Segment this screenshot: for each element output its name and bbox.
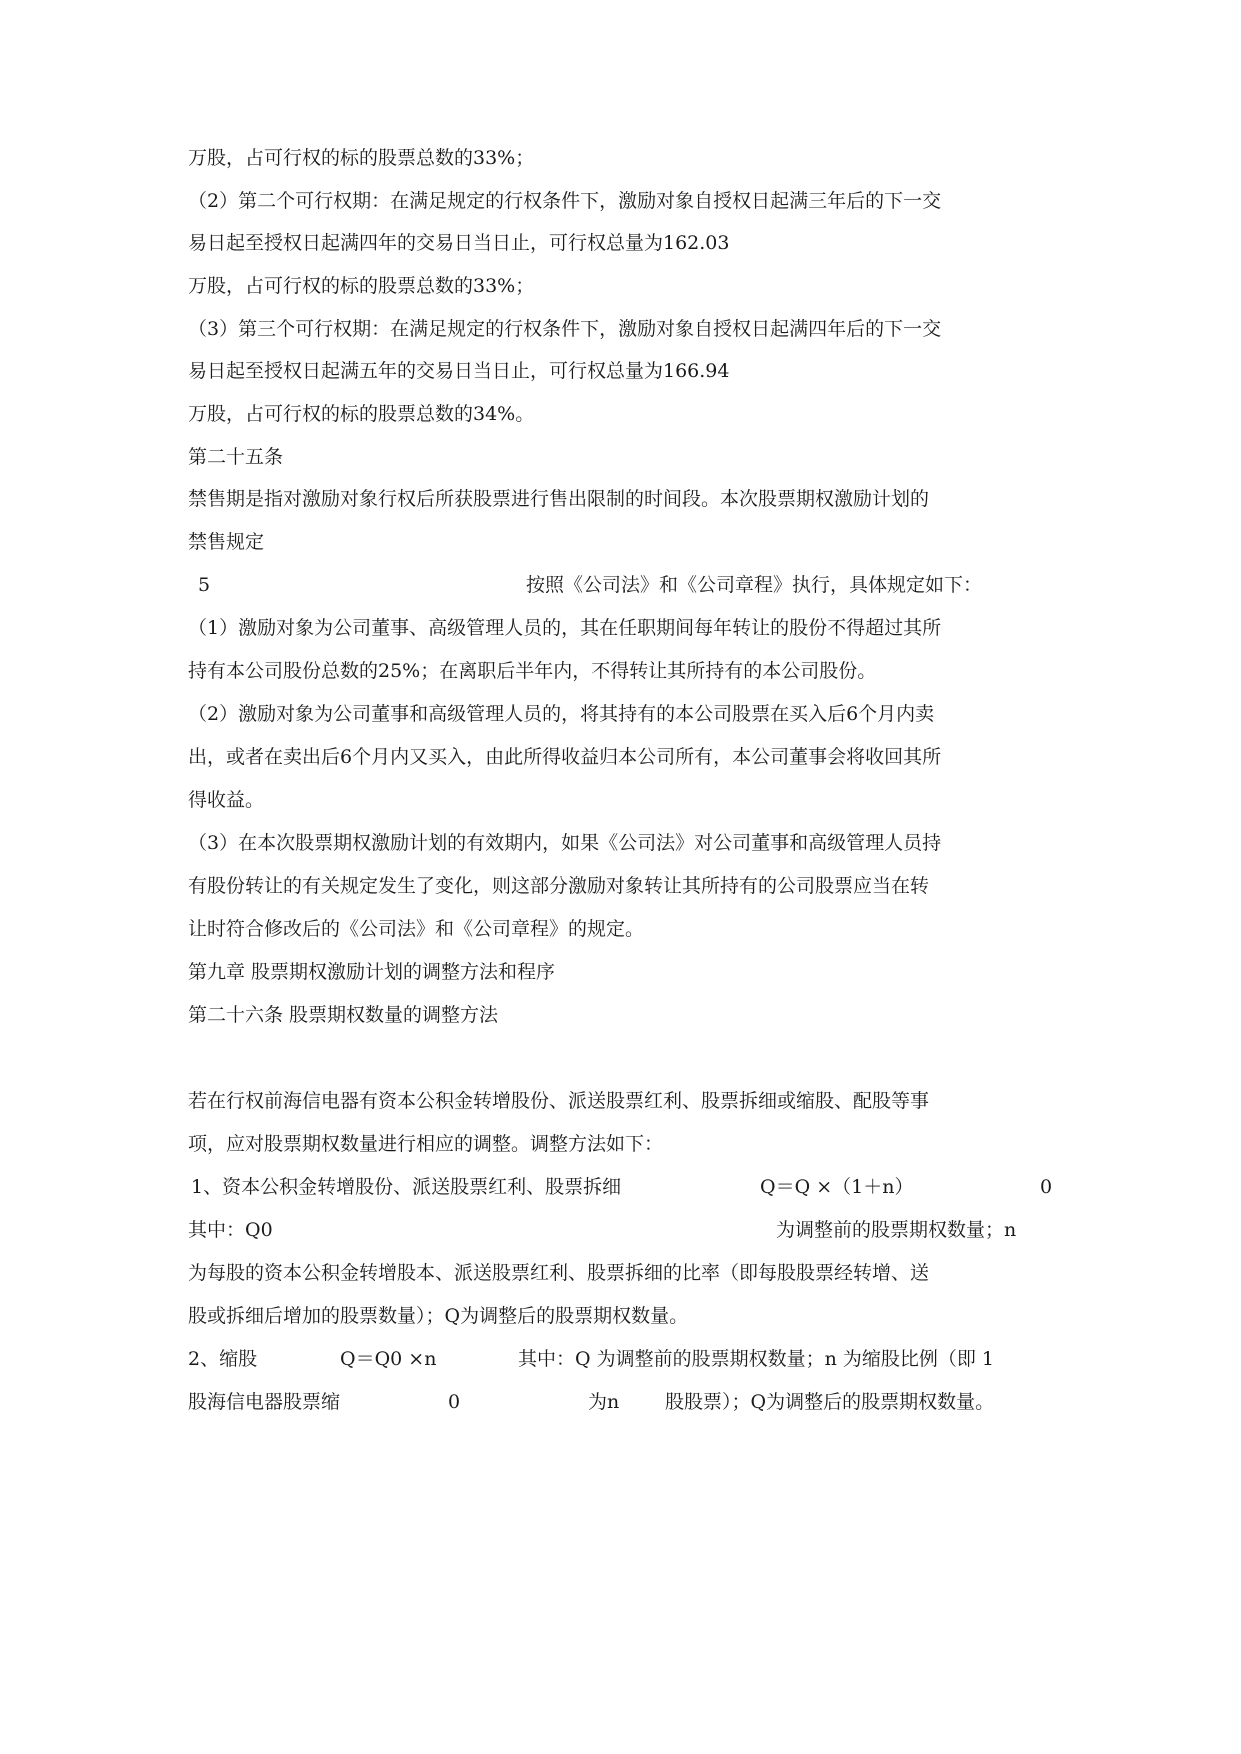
text-line: 易日起至授权日起满四年的交易日当日止，可行权总量为162.03 [188, 232, 730, 254]
page-number: 5 [198, 574, 211, 596]
text-line: 持有本公司股份总数的25%；在离职后半年内，不得转让其所持有的本公司股份。 [188, 660, 877, 682]
formula: Q＝Q ×（1＋n） [760, 1176, 914, 1198]
text-line: 得收益。 [188, 789, 265, 811]
text-line: 易日起至授权日起满五年的交易日当日止，可行权总量为166.94 [188, 360, 730, 382]
formula-label: 1、资本公积金转增股份、派送股票红利、股票拆细 [191, 1176, 622, 1198]
text-line: 万股，占可行权的标的股票总数的33%； [188, 147, 535, 169]
text-line: 出，或者在卖出后6个月内又买入，由此所得收益归本公司所有，本公司董事会将收回其所 [188, 746, 942, 768]
text-line: （2）激励对象为公司董事和高级管理人员的，将其持有的本公司股票在买入后6个月内卖 [188, 703, 935, 725]
text-line: 禁售期是指对激励对象行权后所获股票进行售出限制的时间段。本次股票期权激励计划的 [188, 488, 930, 510]
article-heading: 第二十六条 股票期权数量的调整方法 [188, 1004, 499, 1026]
text-line: 让时符合修改后的《公司法》和《公司章程》的规定。 [188, 918, 645, 940]
formula-subscript: 0 [448, 1391, 461, 1413]
formula-explanation: 其中：Q 为调整前的股票期权数量；n 为缩股比例（即 1 [518, 1348, 995, 1370]
explanation-part: 股海信电器股票缩 [188, 1391, 341, 1413]
text-line: 股或拆细后增加的股票数量）；Q为调整后的股票期权数量。 [188, 1305, 689, 1327]
text-line: （3）第三个可行权期：在满足规定的行权条件下，激励对象自授权日起满四年后的下一交 [188, 318, 942, 340]
text-line: 有股份转让的有关规定发生了变化，则这部分激励对象转让其所持有的公司股票应当在转 [188, 875, 930, 897]
text-line: 禁售规定 [188, 531, 265, 553]
text-line: （1）激励对象为公司董事、高级管理人员的，其在任职期间每年转让的股份不得超过其所 [188, 617, 942, 639]
formula-label: 2、缩股 [188, 1348, 258, 1370]
text-line: 万股，占可行权的标的股票总数的33%； [188, 275, 535, 297]
text-line: （3）在本次股票期权激励计划的有效期内，如果《公司法》对公司董事和高级管理人员持 [188, 832, 942, 854]
explanation-left: 其中：Q0 [188, 1219, 273, 1241]
explanation-part: 为n [588, 1391, 620, 1413]
text-line: （2）第二个可行权期：在满足规定的行权条件下，激励对象自授权日起满三年后的下一交 [188, 190, 942, 212]
text-line: 万股，占可行权的标的股票总数的34%。 [188, 403, 535, 425]
explanation-part: 股股票）；Q为调整后的股票期权数量。 [665, 1391, 995, 1413]
text-line: 为每股的资本公积金转增股本、派送股票红利、股票拆细的比率（即每股股票经转增、送 [188, 1262, 930, 1284]
article-heading: 第二十五条 [188, 446, 284, 468]
text-line: 项，应对股票期权数量进行相应的调整。调整方法如下： [188, 1133, 664, 1155]
formula-subscript: 0 [1040, 1176, 1053, 1198]
explanation-right: 为调整前的股票期权数量；n [776, 1219, 1017, 1241]
rule-text: 按照《公司法》和《公司章程》执行，具体规定如下： [526, 574, 983, 596]
text-line: 若在行权前海信电器有资本公积金转增股份、派送股票红利、股票拆细或缩股、配股等事 [188, 1090, 930, 1112]
formula: Q＝Q0 ×n [340, 1348, 437, 1370]
chapter-heading: 第九章 股票期权激励计划的调整方法和程序 [188, 961, 556, 983]
